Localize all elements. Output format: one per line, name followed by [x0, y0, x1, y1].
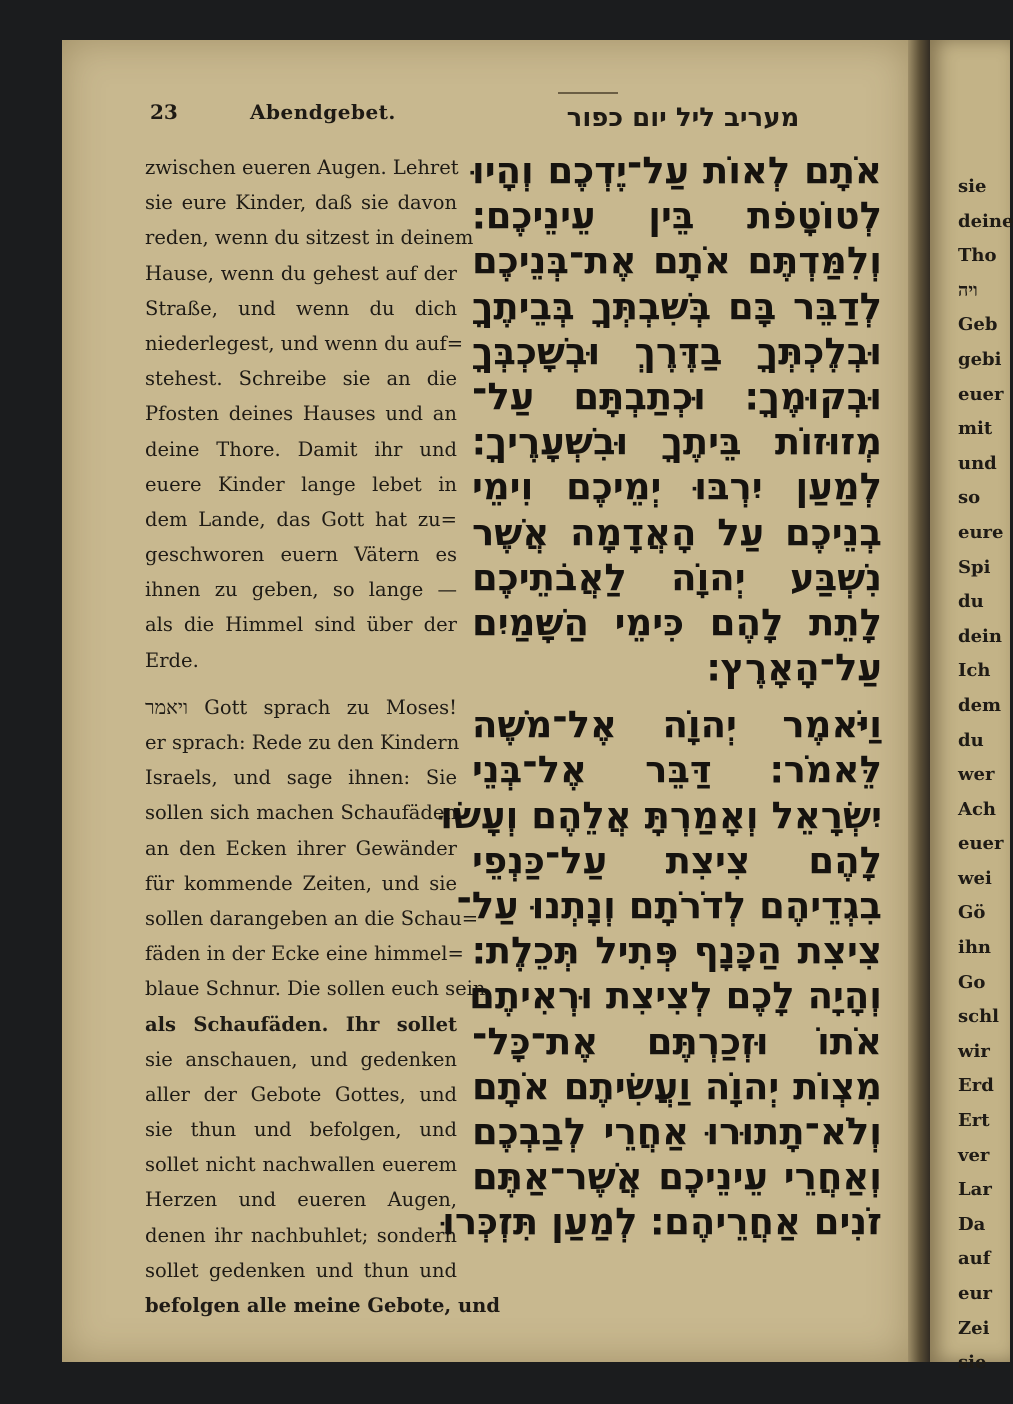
- right-page-line: so: [958, 487, 981, 509]
- hebrew-line: מִצְוֹת יְהוָֹה וַעֲשִׂיתֶם אֹתָם: [472, 1064, 882, 1108]
- german-line: als die Himmel sind über der: [145, 613, 457, 637]
- right-page-line: wer: [958, 764, 995, 786]
- hebrew-line: וְהָיָה לָכֶם לְצִיצִת וּרְאִיתֶם: [469, 974, 882, 1018]
- german-line: denen ihr nachbuhlet; sondern: [145, 1223, 457, 1247]
- german-line: niederlegest, und wenn du auf=: [145, 331, 464, 355]
- hebrew-line: וּבְקוּמֶךָ׃ וּכְתַבְתָּם עַל־: [472, 374, 882, 418]
- hebrew-line: בְנֵיכֶם עַל הָאֲדָמָה אֲשֶׁר: [472, 510, 882, 554]
- right-page-line: deine: [958, 210, 1013, 232]
- german-line: zwischen eueren Augen. Lehret: [145, 156, 459, 179]
- hebrew-line: לְטוֹטָפֹת בֵּין עֵינֵיכֶם׃: [472, 194, 882, 238]
- right-page-line: du: [958, 729, 984, 751]
- right-page-line: ihn: [958, 937, 992, 959]
- german-translation-column: [145, 150, 500, 1323]
- right-page-line: wir: [958, 1040, 990, 1062]
- german-line: Israels, und sage ihnen: Sie: [145, 766, 457, 790]
- right-page-line: schl: [958, 1006, 1000, 1028]
- right-page-line: eure: [958, 521, 1004, 543]
- right-page-line: Erd: [958, 1075, 994, 1097]
- hebrew-line: לָהֶם צִיצִת עַל־כַּנְפֵי: [472, 838, 882, 882]
- right-page-line: sie: [958, 1352, 987, 1374]
- right-page-line: sie: [958, 176, 987, 197]
- german-line: sie thun und befolgen, und: [145, 1118, 457, 1142]
- german-line: sie eure Kinder, daß sie davon: [145, 191, 457, 215]
- hebrew-line: בִגְדֵיהֶם לְדֹרֹתָם וְנָתְנוּ עַל־: [456, 884, 882, 927]
- right-page-line: Lar: [958, 1179, 992, 1201]
- right-page-line: Spi: [958, 556, 991, 578]
- right-page-line: ויה: [958, 279, 978, 301]
- hebrew-line: אֹתוֹ וּזְכַרְתֶּם אֶת־כָּל־: [472, 1019, 882, 1063]
- german-line: geschworen euern Vätern es: [145, 543, 457, 567]
- german-line: Straße, und wenn du dich: [145, 296, 457, 320]
- german-line: stehest. Schreibe sie an die: [145, 367, 457, 391]
- right-page-line: und: [958, 452, 997, 474]
- right-page-line: wei: [958, 867, 992, 889]
- german-line: deine Thore. Damit ihr und: [145, 437, 457, 461]
- german-line: reden, wenn du sitzest in deinem: [145, 226, 474, 250]
- german-line: sollen darangeben an die Schau=: [145, 906, 479, 930]
- hebrew-line: זֹנִים אַחֲרֵיהֶם׃ לְמַעַן תִּזְכְּרוּ: [442, 1200, 882, 1244]
- hebrew-line: וּבְלֶכְתְּךָ בַדֶּרֶךְ וּבְשָׁכְבְּךָ: [472, 329, 882, 373]
- right-page-line: Go: [958, 971, 986, 993]
- right-page-text-fragments: [958, 170, 1013, 1381]
- german-line: Hause, wenn du gehest auf der: [145, 261, 457, 285]
- right-page-line: euer: [958, 383, 1004, 405]
- right-page-line: Da: [958, 1213, 986, 1235]
- german-line: an den Ecken ihrer Gewänder: [145, 836, 457, 860]
- running-head: [150, 100, 460, 132]
- german-line: er sprach: Rede zu den Kindern: [145, 731, 460, 754]
- right-page-line: dein: [958, 625, 1002, 647]
- german-line: ויאמר Gott sprach zu Moses!: [145, 695, 457, 719]
- hebrew-line: וְלִמַּדְתֶּם אֹתָם אֶת־בְּנֵיכֶם: [472, 239, 882, 283]
- hebrew-line: וַיֹּאמֶר יְהוָֹה אֶל־מֹשֶׁה: [472, 703, 882, 747]
- german-line: sollet nicht nachwallen euerem: [145, 1153, 457, 1177]
- page-number: 23: [150, 100, 178, 124]
- german-line: Erde.: [145, 648, 199, 672]
- right-page-line: euer: [958, 833, 1004, 855]
- german-line: euere Kinder lange lebet in: [145, 472, 457, 496]
- right-page-line: Ert: [958, 1110, 990, 1132]
- hebrew-line: מְזוּזוֹת בֵּיתֶךָ וּבִשְׁעָרֶיךָ׃: [472, 420, 882, 464]
- book-gutter: [908, 40, 932, 1362]
- right-page-line: Gö: [958, 902, 986, 924]
- german-line: dem Lande, das Gott hat zu=: [145, 507, 457, 531]
- hebrew-line: וְלֹא־תָתוּרוּ אַחֲרֵי לְבַבְכֶם: [472, 1109, 882, 1153]
- right-page-line: dem: [958, 694, 1002, 716]
- hebrew-line: אֹתָם לְאוֹת עַל־יֶדְכֶם וְהָיוּ: [472, 149, 882, 192]
- german-line: Pfosten deines Hauses und an: [145, 402, 457, 426]
- german-line: aller der Gebote Gottes, und: [145, 1082, 457, 1106]
- right-page-line: ver: [958, 1144, 990, 1166]
- right-page-line: eur: [958, 1283, 993, 1304]
- header-rule: [558, 92, 618, 94]
- german-line: sollen sich machen Schaufäden: [145, 801, 457, 825]
- hebrew-header-title: מעריב ליל יום כפור: [566, 103, 800, 133]
- hebrew-line: צִיצִת הַכָּנָף פְּתִיל תְּכֵלֶת׃: [472, 929, 882, 973]
- hebrew-line: לָתֵת לָהֶם כִּימֵי הַשָּׁמַיִם: [472, 600, 882, 644]
- right-page-line: Ach: [958, 798, 997, 820]
- german-line: sollet gedenken und thun und: [145, 1258, 457, 1282]
- hebrew-line: וְאַחֲרֵי עֵינֵיכֶם אֲשֶׁר־אַתֶּם: [472, 1155, 882, 1199]
- hebrew-line: לְדַבֵּר בָּם בְּשִׁבְתְּךָ בְּבֵיתֶךָ: [472, 284, 882, 328]
- right-page-line: Ich: [958, 660, 991, 682]
- right-page-line: du: [958, 591, 984, 613]
- right-page-line: Tho: [958, 245, 997, 267]
- right-page-line: Geb: [958, 314, 998, 336]
- hebrew-line: עַל־הָאָרֶץ׃: [706, 646, 882, 690]
- right-page-line: auf: [958, 1248, 991, 1270]
- german-line: blaue Schnur. Die sollen euch sein: [145, 977, 486, 1001]
- right-page-line: mit: [958, 418, 993, 440]
- german-line: sie anschauen, und gedenken: [145, 1047, 457, 1071]
- hebrew-line: נִשְׁבַּע יְהוָֹה לַאֲבֹתֵיכֶם: [472, 555, 882, 599]
- german-line: als Schaufäden. Ihr sollet: [145, 1012, 457, 1036]
- german-line: befolgen alle meine Gebote, und: [145, 1294, 500, 1317]
- german-line: Herzen und eueren Augen,: [145, 1188, 457, 1212]
- right-page-line: Zei: [958, 1317, 990, 1339]
- right-page-line: gebi: [958, 348, 1002, 370]
- hebrew-line: לֵּאמֹר׃ דַּבֵּר אֶל־בְּנֵי: [472, 748, 882, 792]
- hebrew-line: יִשְׂרָאֵל וְאָמַרְתָּ אֲלֵהֶם וְעָשׂוּ: [440, 793, 882, 837]
- hebrew-line: לְמַעַן יִרְבּוּ יְמֵיכֶם וִימֵי: [472, 465, 882, 509]
- german-line: ihnen zu geben, so lange —: [145, 578, 457, 602]
- german-line: für kommende Zeiten, und sie: [145, 871, 457, 895]
- german-line: fäden in der Ecke eine himmel=: [145, 942, 464, 966]
- header-title: Abendgebet.: [250, 100, 396, 124]
- hebrew-text-column: [440, 148, 882, 1245]
